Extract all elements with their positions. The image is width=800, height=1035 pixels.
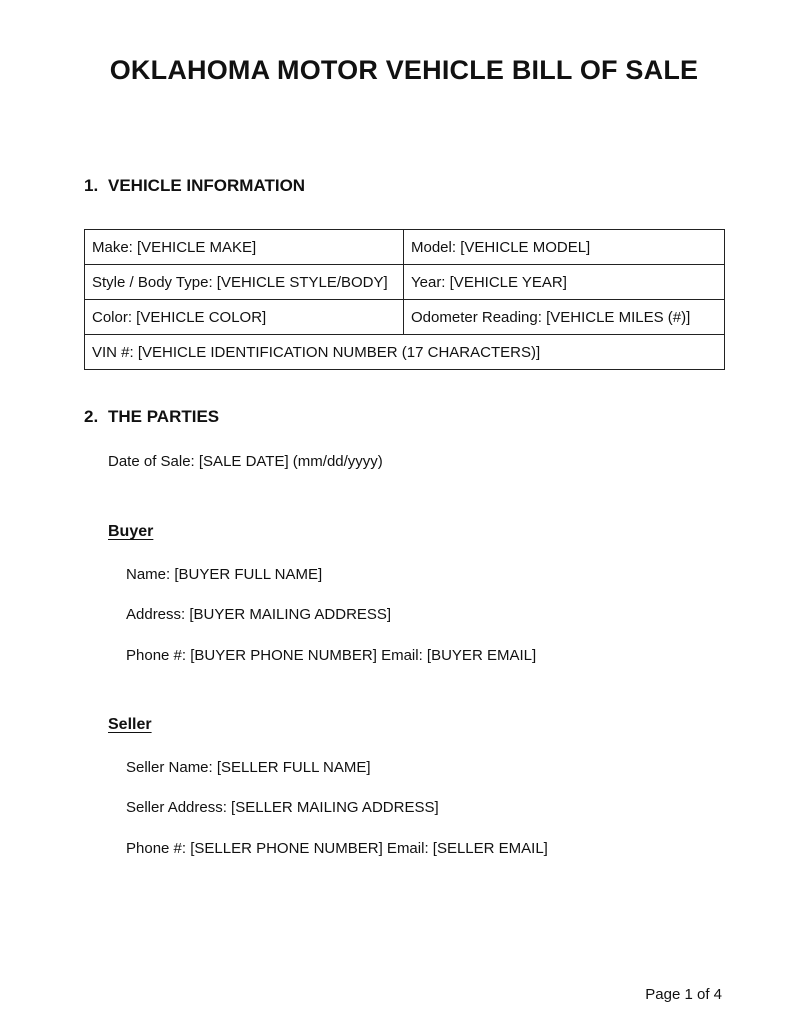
seller-heading: Seller bbox=[108, 716, 152, 733]
seller-name-line: Seller Name: [SELLER FULL NAME] bbox=[126, 759, 371, 776]
table-row bbox=[85, 335, 725, 370]
vehicle-year-cell: Year: [VEHICLE YEAR] bbox=[404, 265, 725, 300]
seller-phone-email-line: Phone #: [SELLER PHONE NUMBER] Email: [SELLER EMAIL] bbox=[126, 840, 548, 857]
seller-address-line: Seller Address: [SELLER MAILING ADDRESS] bbox=[126, 799, 439, 816]
document-title: OKLAHOMA MOTOR VEHICLE BILL OF SALE bbox=[109, 55, 699, 85]
vehicle-vin-cell: VIN #: [VEHICLE IDENTIFICATION NUMBER (17 CHARACTERS)] bbox=[85, 335, 725, 370]
date-of-sale-line: Date of Sale: [SALE DATE] (mm/dd/yyyy) bbox=[108, 453, 383, 470]
vehicle-color-cell: Color: [VEHICLE COLOR] bbox=[85, 300, 404, 335]
vehicle-make-cell: Make: [VEHICLE MAKE] bbox=[85, 230, 404, 265]
vehicle-information-table bbox=[84, 229, 725, 370]
section-number: 2. bbox=[84, 407, 99, 426]
section-number: 1. bbox=[84, 176, 99, 195]
vehicle-model-cell: Model: [VEHICLE MODEL] bbox=[404, 230, 725, 265]
buyer-heading: Buyer bbox=[108, 523, 154, 540]
table-row bbox=[85, 230, 725, 265]
section-heading-the-parties bbox=[84, 407, 219, 427]
buyer-phone-email-line: Phone #: [BUYER PHONE NUMBER] Email: [BUYER EMAIL] bbox=[126, 647, 537, 664]
table-row bbox=[85, 300, 725, 335]
buyer-address-line: Address: [BUYER MAILING ADDRESS] bbox=[126, 606, 392, 623]
section-title: THE PARTIES bbox=[108, 407, 220, 426]
section-heading-vehicle-information bbox=[84, 176, 305, 196]
table-row bbox=[85, 265, 725, 300]
vehicle-style-cell: Style / Body Type: [VEHICLE STYLE/BODY] bbox=[85, 265, 404, 300]
vehicle-odometer-cell: Odometer Reading: [VEHICLE MILES (#)] bbox=[404, 300, 725, 335]
section-title: VEHICLE INFORMATION bbox=[108, 176, 306, 195]
page-indicator: Page 1 of 4 bbox=[645, 986, 722, 1003]
buyer-name-line: Name: [BUYER FULL NAME] bbox=[126, 566, 323, 583]
